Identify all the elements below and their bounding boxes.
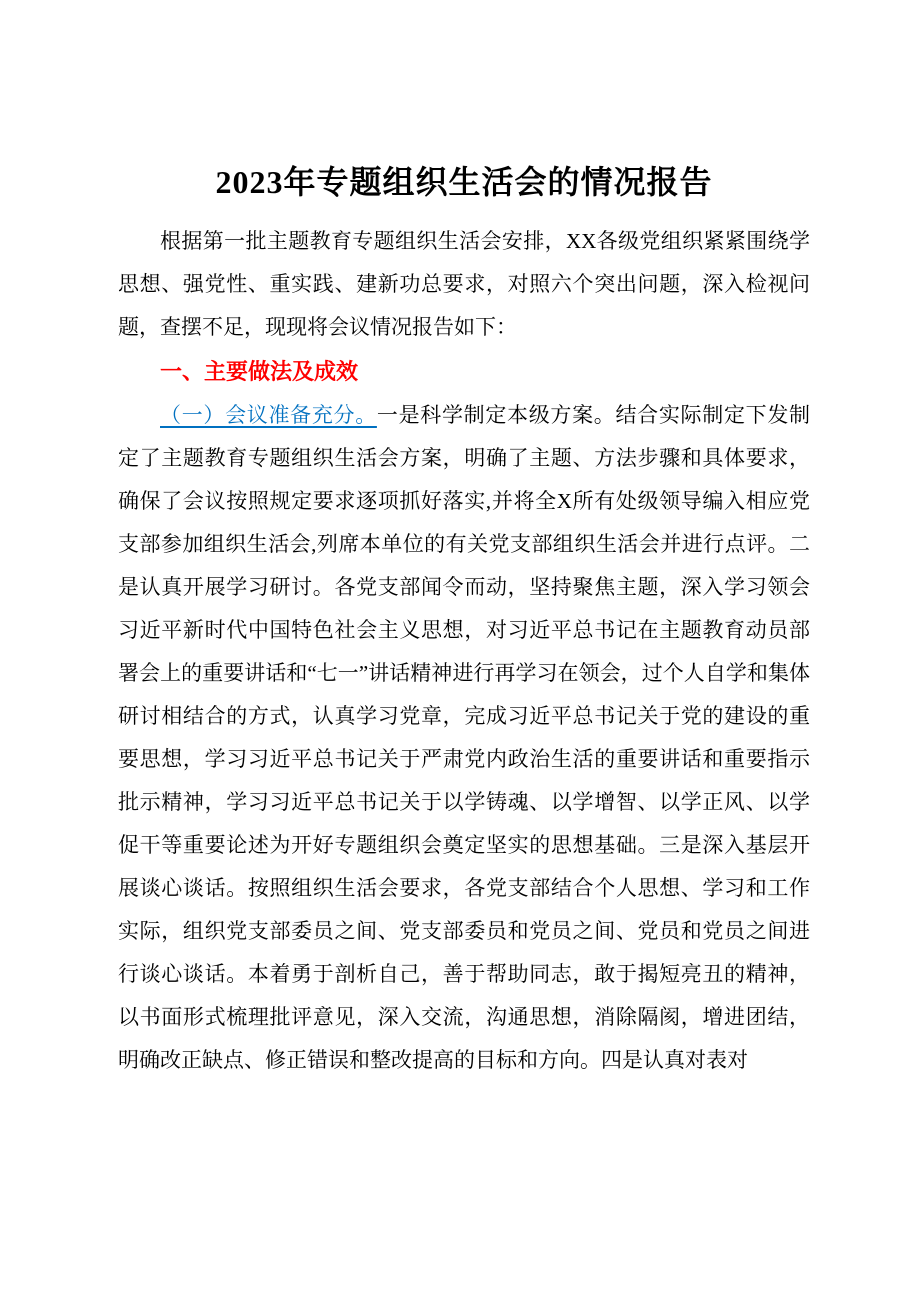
document-content xyxy=(118,160,810,1082)
document-title: 2023年专题组织生活会的情况报告 xyxy=(215,164,713,200)
section-heading-1: 一、主要做法及成效 xyxy=(160,359,359,384)
intro-paragraph: 根据第一批主题教育专题组织生活会安排，XX各级党组织紧紧围绕学思想、强党性、重实践、建新功总要求，对照六个突出问题，深入检视问题，查摆不足，现现将会议情况报告如下： xyxy=(118,229,810,339)
subsection-lead-blue: （一）会议准备充分。 xyxy=(160,403,377,427)
subsection-body-text: 一是科学制定本级方案。结合实际制定下发制定了主题教育专题组织生活会方案，明确了主题、方法步骤和具体要求，确保了会议按照规定要求逐项抓好落实,并将全X所有处级领导编入相应党支部参加组织生活会,列席本单位的有关党支部组织生活会并进行点评。二是认真开展学习研讨。各党支部闻令而动，坚持聚焦主题，深入学习领会习近平新时代中国特色社会主义思想，对习近平总书记在主题教育动员部署会上的重要讲话和“七一”讲话精神进行再学习在领会，过个人自学和集体研讨相结合的方式，认真学习党章，完成习近平总书记关于党的建设的重要思想，学习习近平总书记关于严肃党内政治生活的重要讲话和重要指示批示精神，学习习近平总书记关于以学铸魂、以学增智、以学正风、以学促干等重要论述为开好专题组织会奠定坚实的思想基础。三是深入基层开展谈心谈话。按照组织生活会要求，各党支部结合个人思想、学习和工作实际，组织党支部委员之间、党支部委员和党员之间、党员和党员之间进行谈心谈话。本着勇于剖析自己，善于帮助同志，敢于揭短亮丑的精神，以书面形式梳理批评意见，深入交流，沟通思想，消除隔阂，增进团结，明确改正缺点、修正错误和整改提高的目标和方向。四是认真对表对 xyxy=(118,403,811,1072)
body-paragraph-meeting-preparation xyxy=(118,394,810,1082)
